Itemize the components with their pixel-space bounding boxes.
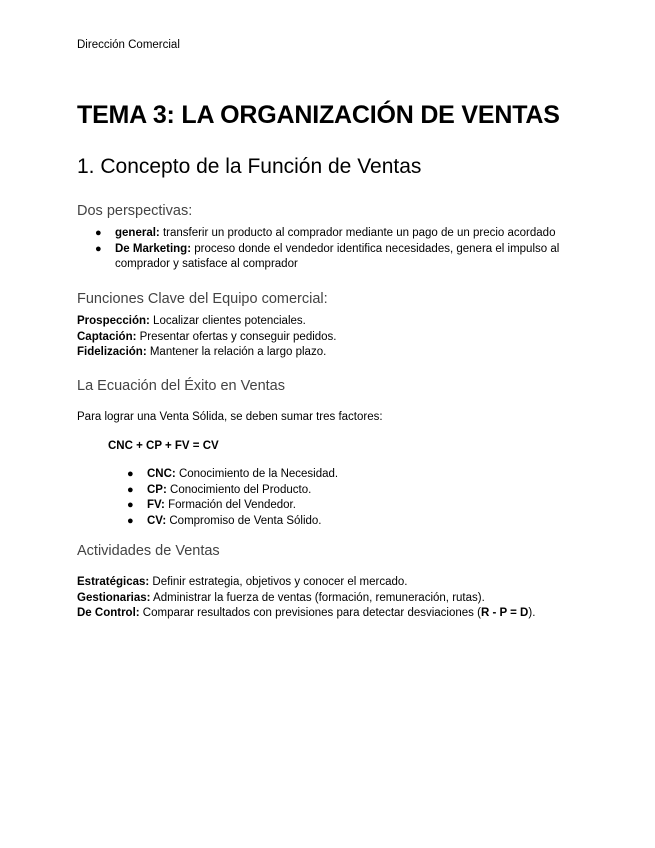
section-heading: 1. Concepto de la Función de Ventas <box>77 155 422 178</box>
bullet-icon: ● <box>95 242 102 255</box>
funcion-line <box>77 314 306 330</box>
actividad-line <box>77 575 407 591</box>
page-header: Dirección Comercial <box>77 39 180 51</box>
item-text: Comparar resultados con previsiones para detectar desviaciones ( <box>139 607 481 619</box>
bullet-icon: ● <box>127 499 134 511</box>
list-item <box>127 467 567 483</box>
item-suffix: ). <box>528 607 536 619</box>
item-term: FV: <box>147 499 165 511</box>
ecuacion-heading: La Ecuación del Éxito en Ventas <box>77 378 285 394</box>
item-text: Presentar ofertas y conseguir pedidos. <box>136 330 337 343</box>
funciones-heading: Funciones Clave del Equipo comercial: <box>77 291 328 307</box>
funcion-line <box>77 330 337 346</box>
item-term: CNC: <box>147 468 176 480</box>
item-text: Formación del Vendedor. <box>164 499 296 511</box>
item-term: Prospección: <box>77 315 150 327</box>
list-item <box>95 226 585 242</box>
item-term: De Marketing: <box>115 242 192 255</box>
item-text: Localizar clientes potenciales. <box>149 315 306 327</box>
list-item <box>127 498 567 514</box>
item-term: CP: <box>147 483 167 496</box>
list-item <box>127 483 567 499</box>
item-text: Compromiso de Venta Sólido. <box>166 514 322 527</box>
item-term: De Control: <box>77 607 140 619</box>
item-text: Conocimiento del Producto. <box>166 483 312 496</box>
ecuacion-intro: Para lograr una Venta Sólida, se deben sumar tres factores: <box>77 411 383 423</box>
bullet-icon: ● <box>127 514 134 527</box>
ecuacion-list <box>127 467 567 529</box>
bullet-icon: ● <box>127 483 134 496</box>
bullet-icon: ● <box>95 227 102 239</box>
bullet-icon: ● <box>127 468 134 480</box>
item-text: transferir un producto al comprador mediante un pago de un precio acordado <box>159 227 556 239</box>
item-text: Definir estrategia, objetivos y conocer el mercado. <box>149 576 408 588</box>
item-term: Captación: <box>77 330 137 343</box>
ecuacion-formula: CNC + CP + FV = CV <box>108 440 219 452</box>
list-item <box>95 242 585 273</box>
item-term: general: <box>115 227 160 239</box>
item-text: Mantener la relación a largo plazo. <box>146 346 327 358</box>
item-term: Gestionarias: <box>77 591 151 604</box>
perspectivas-list <box>95 226 585 273</box>
item-term: CV: <box>147 514 167 527</box>
item-text: proceso donde el vendedor identifica necesidades, genera el impulso al comprador y satisface al comprador <box>115 242 560 270</box>
item-text: Administrar la fuerza de ventas (formación, remuneración, rutas). <box>150 591 485 604</box>
control-formula: R - P = D <box>480 607 529 619</box>
perspectivas-heading: Dos perspectivas: <box>77 203 193 219</box>
item-text: Conocimiento de la Necesidad. <box>175 468 339 480</box>
funcion-line <box>77 345 326 361</box>
actividad-line <box>77 591 485 607</box>
actividades-heading: Actividades de Ventas <box>77 543 220 559</box>
item-term: Fidelización: <box>77 346 147 358</box>
item-term: Estratégicas: <box>77 576 150 588</box>
actividad-line <box>77 606 535 622</box>
document-title: TEMA 3: LA ORGANIZACIÓN DE VENTAS <box>77 101 560 129</box>
list-item <box>127 514 567 530</box>
